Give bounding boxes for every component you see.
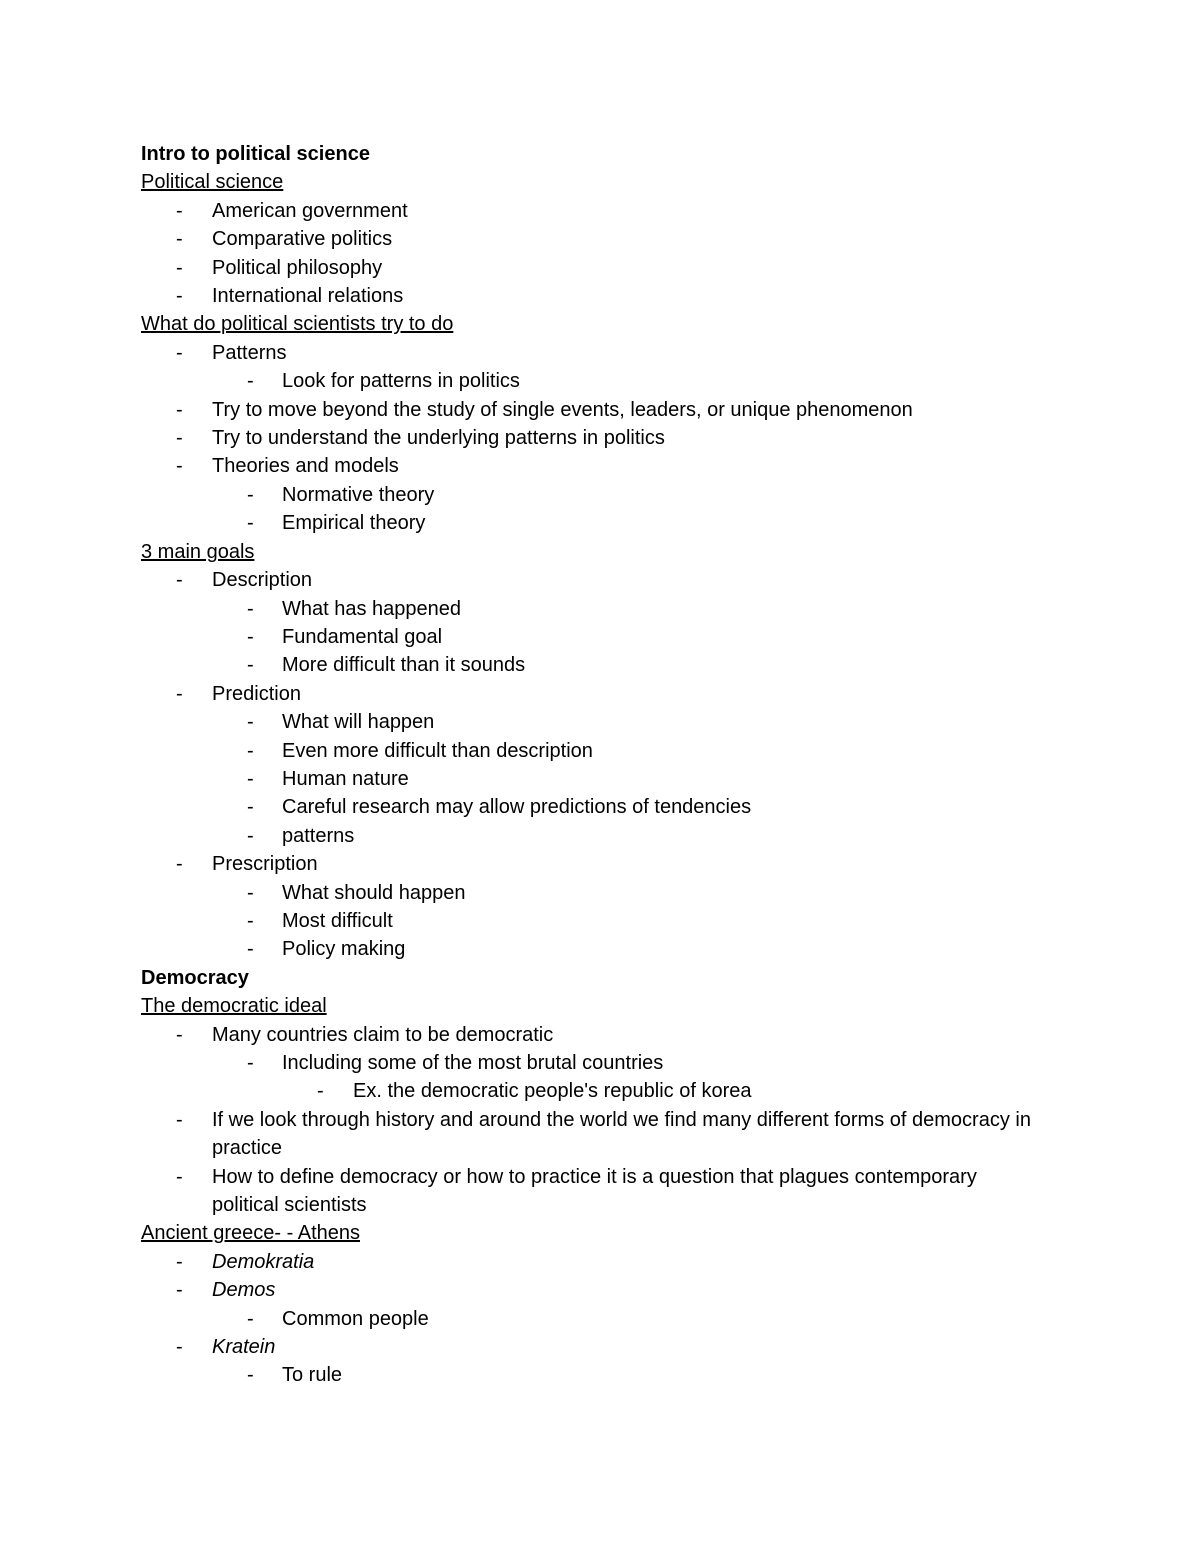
sub-list-item: - Even more difficult than description bbox=[141, 737, 1060, 765]
list-item: - International relations bbox=[141, 282, 1060, 310]
bullet-dash: - bbox=[247, 711, 254, 734]
list-item: - Prediction bbox=[141, 680, 1060, 708]
doc-title-democracy: Democracy bbox=[141, 966, 249, 989]
bullet-dash: - bbox=[176, 1336, 183, 1359]
bullet-dash: - bbox=[176, 1250, 183, 1273]
sub-list-item: - Policy making bbox=[141, 935, 1060, 963]
list-item: - Try to understand the underlying patterns in politics bbox=[141, 424, 1060, 452]
bullet-dash: - bbox=[176, 285, 183, 308]
sub-list-item: - Most difficult bbox=[141, 907, 1060, 935]
bullet-dash: - bbox=[247, 881, 254, 904]
list-item: - American government bbox=[141, 197, 1060, 225]
bullet-dash: - bbox=[247, 796, 254, 819]
list-item: - If we look through history and around the world we find many different forms of democracy in practice bbox=[141, 1106, 1060, 1163]
list-item: - Comparative politics bbox=[141, 225, 1060, 253]
list-item: - Demokratia bbox=[141, 1248, 1060, 1276]
section-heading: 3 main goals bbox=[141, 540, 255, 563]
bullet-dash: - bbox=[176, 199, 183, 222]
list-item: - Kratein bbox=[141, 1333, 1060, 1361]
bullet-dash: - bbox=[247, 1052, 254, 1074]
bullet-dash: - bbox=[176, 398, 183, 421]
bullet-dash: - bbox=[247, 597, 254, 620]
sub-list-item: - More difficult than it sounds bbox=[141, 651, 1060, 679]
doc-title: Intro to political science bbox=[141, 143, 370, 165]
bullet-dash: - bbox=[176, 569, 183, 592]
bullet-dash: - bbox=[247, 483, 254, 506]
section-heading: Political science bbox=[141, 171, 284, 194]
list-item: - Try to move beyond the study of single events, leaders, or unique phenomenon bbox=[141, 396, 1060, 424]
sub-list-item: - What will happen bbox=[141, 708, 1060, 736]
section-heading: Ancient greece- - Athens bbox=[141, 1222, 361, 1245]
bullet-dash: - bbox=[247, 739, 254, 762]
sub-list-item: - Look for patterns in politics bbox=[141, 367, 1060, 395]
bullet-dash: - bbox=[247, 654, 254, 677]
sub-list-item: - Human nature bbox=[141, 765, 1060, 793]
bullet-dash: - bbox=[176, 256, 183, 279]
list-item: - Theories and models bbox=[141, 452, 1060, 480]
sub-list-item: - To rule bbox=[141, 1361, 1060, 1389]
sub-list-item: - What should happen bbox=[141, 879, 1060, 907]
bullet-dash: - bbox=[176, 1279, 183, 1302]
bullet-dash: - bbox=[176, 1023, 183, 1046]
sub-list-item: - Normative theory bbox=[141, 481, 1060, 509]
list-item: - Demos bbox=[141, 1276, 1060, 1304]
bullet-dash: - bbox=[247, 1307, 254, 1330]
sub-list-item: - Fundamental goal bbox=[141, 623, 1060, 651]
bullet-dash: - bbox=[247, 824, 254, 847]
bullet-dash: - bbox=[247, 625, 254, 648]
list-item: - Political philosophy bbox=[141, 254, 1060, 282]
bullet-dash: - bbox=[176, 228, 183, 251]
sub-list-item: - Careful research may allow predictions of tendencies bbox=[141, 793, 1060, 821]
bullet-dash: - bbox=[247, 938, 254, 961]
bullet-dash: - bbox=[317, 1080, 324, 1103]
sub-list-item: - Empirical theory bbox=[141, 509, 1060, 537]
list-item: - Patterns bbox=[141, 339, 1060, 367]
list-item: - Prescription bbox=[141, 850, 1060, 878]
sub-list-item: - patterns bbox=[141, 822, 1060, 850]
section-heading: What do political scientists try to do bbox=[141, 313, 454, 336]
sub-list-item: - Including some of the most brutal countries bbox=[141, 1049, 1060, 1077]
bullet-dash: - bbox=[247, 1364, 254, 1387]
section-heading: The democratic ideal bbox=[141, 995, 327, 1018]
bullet-dash: - bbox=[247, 909, 254, 932]
bullet-dash: - bbox=[176, 682, 183, 705]
bullet-dash: - bbox=[176, 1165, 183, 1188]
bullet-dash: - bbox=[176, 455, 183, 478]
sub-list-item: - Common people bbox=[141, 1305, 1060, 1333]
list-item: - Description bbox=[141, 566, 1060, 594]
sub-list-item: - What has happened bbox=[141, 595, 1060, 623]
list-item: - Many countries claim to be democratic bbox=[141, 1021, 1060, 1049]
sub-sub-list-item: - Ex. the democratic people's republic of korea bbox=[141, 1077, 1060, 1105]
bullet-dash: - bbox=[176, 853, 183, 876]
bullet-dash: - bbox=[176, 427, 183, 450]
bullet-dash: - bbox=[247, 370, 254, 393]
list-item: - How to define democracy or how to practice it is a question that plagues contemporary political scientists bbox=[141, 1163, 1060, 1220]
bullet-dash: - bbox=[176, 341, 183, 364]
bullet-dash: - bbox=[176, 1108, 183, 1131]
bullet-dash: - bbox=[247, 767, 254, 790]
bullet-dash: - bbox=[247, 512, 254, 535]
